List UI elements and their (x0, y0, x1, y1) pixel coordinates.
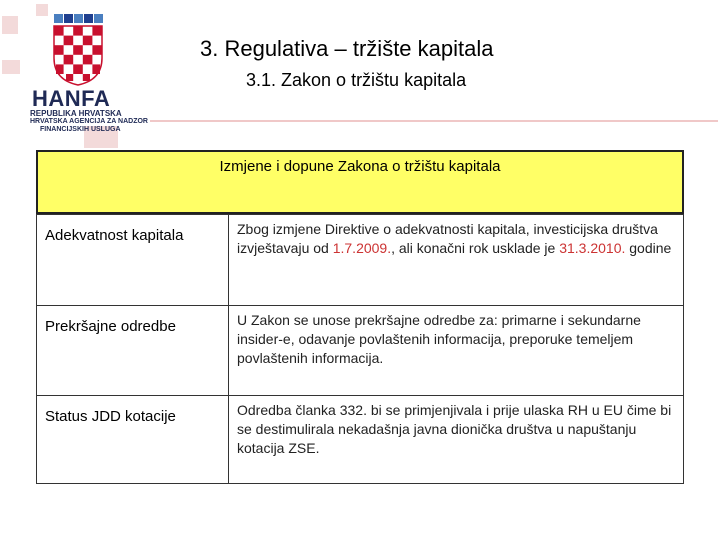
logo-line-1: REPUBLIKA HRVATSKA (30, 109, 122, 118)
row-label-cell (37, 215, 229, 305)
table-row (36, 214, 684, 306)
row-description: Odredba članka 332. bi se primjenjivala i prije ulaska RH u EU čime bi se destimulirala nekadašnja javna dionička društva u napuštanju kotacija ZSE. (237, 402, 672, 456)
row-label-cell (37, 306, 229, 395)
row-label: Prekršajne odredbe (45, 318, 176, 335)
logo-caption (30, 110, 148, 134)
decor-square (2, 16, 18, 34)
decor-square (2, 60, 20, 74)
table-row (36, 305, 684, 396)
row-text-part: , ali konačni rok usklade je (391, 240, 560, 256)
logo-wordmark: HANFA (32, 86, 111, 111)
row-label: Adekvatnost kapitala (45, 227, 184, 244)
row-description (237, 220, 675, 258)
page-title: 3. Regulativa – tržište kapitala (200, 36, 494, 61)
banner-title: Izmjene i dopune Zakona o tržištu kapitala (219, 158, 501, 175)
logo-line-2: HRVATSKA AGENCIJA ZA NADZOR (30, 118, 148, 125)
table-banner (36, 150, 684, 214)
logo-line-3: FINANCIJSKIH USLUGA (40, 126, 121, 133)
row-label-cell (37, 396, 229, 483)
hanfa-logo (28, 12, 148, 133)
table-row (36, 395, 684, 484)
page-subtitle: 3.1. Zakon o tržištu kapitala (246, 70, 467, 90)
row-date: 1.7.2009. (332, 240, 392, 256)
croatian-coat-of-arms-icon (52, 14, 104, 86)
row-date: 31.3.2010. (559, 240, 626, 256)
header-divider (150, 120, 718, 122)
row-description: U Zakon se unose prekršajne odredbe za: primarne i sekundarne insider-e, odavanje povlaštenih informacija, preporuke temeljem povlaštenih informacija. (237, 312, 641, 366)
row-label: Status JDD kotacije (45, 408, 176, 425)
row-text-part: godine (625, 240, 672, 256)
row-text-part: Zbog izmjene Direktive o adekvatnosti kapitala, investicijska društva izvještavaju od (237, 221, 658, 256)
